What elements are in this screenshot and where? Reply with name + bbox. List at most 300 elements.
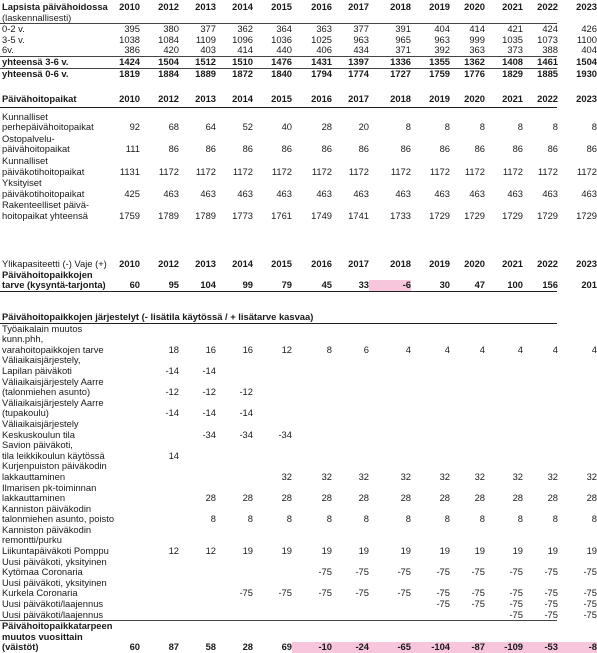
value-cell: 47 xyxy=(474,279,485,291)
value-cell: 425 xyxy=(124,187,140,199)
value-cell: 426 xyxy=(581,23,597,35)
value-cell: -8 xyxy=(558,642,597,653)
value-cell: 463 xyxy=(395,187,411,199)
value-cell: 403 xyxy=(200,44,216,56)
value-cell: 1036 xyxy=(271,33,292,45)
year-header: 2018 xyxy=(390,1,411,12)
value-cell: 404 xyxy=(434,23,450,35)
value-cell: 463 xyxy=(276,187,292,199)
value-cell: 8 xyxy=(591,121,597,133)
row-label xyxy=(0,557,140,578)
value-cell: 1889 xyxy=(195,67,216,79)
row-label xyxy=(0,483,112,504)
value-cell: 18 xyxy=(168,343,179,355)
value-cell: 1461 xyxy=(537,55,558,67)
value-cell: 32 xyxy=(439,470,450,482)
year-header: 2023 xyxy=(576,93,597,104)
value-cell: 86 xyxy=(321,143,332,155)
value-cell: 1512 xyxy=(195,55,216,67)
year-header: 2021 xyxy=(502,258,523,269)
year-header: 2017 xyxy=(348,1,369,12)
arrangements-section xyxy=(0,311,597,653)
value-cell: 14 xyxy=(168,449,179,461)
year-header: 2019 xyxy=(429,1,450,12)
row-label-line: Liikuntapäiväkoti Pomppu xyxy=(2,545,109,557)
value-cell: 463 xyxy=(353,187,369,199)
row-label-line: päiväkotihoitopaikat xyxy=(2,187,85,199)
year-header: 2013 xyxy=(195,258,216,269)
arrangement-row xyxy=(0,355,557,376)
value-cell: -75 xyxy=(583,587,597,599)
value-cell: -34 xyxy=(278,428,292,440)
capacity-row xyxy=(0,268,597,291)
row-label-line: päiväkotihoitopaikat xyxy=(2,165,85,177)
value-cell: 12 xyxy=(205,545,216,557)
year-header: 2021 xyxy=(502,93,523,104)
value-cell: -75 xyxy=(397,587,411,599)
year-header: 2022 xyxy=(537,1,558,12)
value-cell: 8 xyxy=(405,513,411,525)
value-cell: 32 xyxy=(400,470,411,482)
value-cell: 86 xyxy=(205,143,216,155)
value-cell: 4 xyxy=(591,343,597,355)
value-cell: 8 xyxy=(405,121,411,133)
value-cell: -12 xyxy=(202,386,216,398)
value-cell: -75 xyxy=(544,608,558,620)
value-cell: -75 xyxy=(278,587,292,599)
value-cell: 1172 xyxy=(232,165,253,177)
value-cell: 965 xyxy=(395,33,411,45)
value-cell: -75 xyxy=(583,598,597,610)
value-cell: 463 xyxy=(581,187,597,199)
children-section xyxy=(0,1,597,79)
places-row xyxy=(0,177,597,199)
value-cell: 1759 xyxy=(119,209,140,221)
row-label-line: Uusi päiväkoti/laajennus xyxy=(2,598,104,610)
row-label-line: Kanniston päiväkodin remontti/purku xyxy=(2,523,92,546)
value-cell: 463 xyxy=(507,187,523,199)
value-cell: 69 xyxy=(281,641,292,653)
value-cell: 421 xyxy=(507,23,523,35)
value-cell: 8 xyxy=(517,513,523,525)
value-cell: 28 xyxy=(205,492,216,504)
value-cell: 8 xyxy=(479,513,485,525)
value-cell: 19 xyxy=(547,545,558,557)
year-header: 2010 xyxy=(119,258,140,269)
value-cell: 92 xyxy=(129,121,140,133)
value-cell: 79 xyxy=(281,279,292,291)
value-cell: -53 xyxy=(523,642,558,653)
value-cell: -75 xyxy=(355,587,369,599)
year-header: 2018 xyxy=(390,258,411,269)
value-cell: 28 xyxy=(547,492,558,504)
year-header: 2012 xyxy=(158,258,179,269)
row-label-line: Väliaikaisjärjestely Aarre (tupakoulu) xyxy=(2,396,104,419)
value-cell: 463 xyxy=(316,187,332,199)
value-cell: -65 xyxy=(369,642,411,653)
row-label-line: hoitopaikat yhteensä xyxy=(2,209,89,221)
value-cell: 1885 xyxy=(537,67,558,79)
year-header: 2014 xyxy=(232,258,253,269)
row-label xyxy=(0,134,112,155)
arrangement-total-row xyxy=(0,620,597,653)
year-header: 2015 xyxy=(271,1,292,12)
value-cell: 1794 xyxy=(311,67,332,79)
value-cell: 28 xyxy=(512,492,523,504)
row-label-line: Uusi päiväkoti, yksityinen Kurkela Coronaria xyxy=(2,576,107,599)
value-cell: -75 xyxy=(397,566,411,578)
arrangement-row xyxy=(0,555,597,578)
arrangement-row xyxy=(0,440,557,461)
value-cell: 1761 xyxy=(271,209,292,221)
year-header: 2019 xyxy=(429,258,450,269)
value-cell: -14 xyxy=(165,364,179,376)
value-cell: 28 xyxy=(358,492,369,504)
value-cell: 104 xyxy=(200,279,216,291)
value-cell: 8 xyxy=(444,513,450,525)
value-cell: 30 xyxy=(439,279,450,291)
value-cell: 1172 xyxy=(311,165,332,177)
value-cell: 463 xyxy=(200,187,216,199)
value-cell: 8 xyxy=(479,121,485,133)
value-cell: 1789 xyxy=(195,209,216,221)
row-label-line: Savion päiväkoti, xyxy=(2,439,73,451)
value-cell: -75 xyxy=(471,598,485,610)
value-cell: 86 xyxy=(586,143,597,155)
year-header: 2013 xyxy=(195,93,216,104)
row-label xyxy=(0,156,112,177)
row-label xyxy=(0,45,112,56)
row-label-line: Päivähoitopaikkojen xyxy=(2,268,93,280)
year-header: 2023 xyxy=(576,1,597,12)
arrangement-row xyxy=(0,322,597,356)
row-label-line: muutos vuosittain (väistöt) xyxy=(2,630,83,653)
value-cell: 363 xyxy=(469,44,485,56)
year-header: 2016 xyxy=(311,93,332,104)
value-cell: 434 xyxy=(353,44,369,56)
row-label-line: Työaikalain muutos kunn.phh, xyxy=(2,322,83,345)
value-cell: -75 xyxy=(471,566,485,578)
year-header: 2022 xyxy=(537,258,558,269)
value-cell: 1789 xyxy=(158,209,179,221)
value-cell: 1729 xyxy=(464,209,485,221)
row-label xyxy=(0,69,112,80)
value-cell: 33 xyxy=(358,279,369,291)
value-cell: 963 xyxy=(353,33,369,45)
value-cell: 404 xyxy=(581,44,597,56)
value-cell: 16 xyxy=(205,343,216,355)
value-cell: -14 xyxy=(202,364,216,376)
arrangement-row xyxy=(0,419,557,440)
value-cell: 363 xyxy=(316,23,332,35)
value-cell: 1362 xyxy=(464,55,485,67)
value-cell: 1131 xyxy=(119,165,140,177)
value-cell: 1172 xyxy=(195,165,216,177)
value-cell: 1073 xyxy=(537,33,558,45)
value-cell: 1884 xyxy=(158,67,179,79)
places-row xyxy=(0,132,597,155)
value-cell: -109 xyxy=(485,642,523,653)
row-label xyxy=(0,377,112,398)
value-cell: -12 xyxy=(239,386,253,398)
value-cell: 86 xyxy=(168,143,179,155)
value-cell: 406 xyxy=(316,44,332,56)
row-label xyxy=(0,525,112,546)
row-label-line: päivähoitopaikat xyxy=(2,143,70,155)
value-cell: -34 xyxy=(202,428,216,440)
places-row xyxy=(0,110,597,133)
value-cell: -75 xyxy=(355,566,369,578)
value-cell: 424 xyxy=(542,23,558,35)
value-cell: -75 xyxy=(318,566,332,578)
year-header: 2018 xyxy=(390,93,411,104)
value-cell: 1431 xyxy=(311,55,332,67)
value-cell: -10 xyxy=(292,642,332,653)
value-cell: 19 xyxy=(400,545,411,557)
row-label-line: Uusi päiväkoti, yksityinen Kytömaa Coronaria xyxy=(2,555,107,578)
value-cell: 1172 xyxy=(158,165,179,177)
value-cell: 12 xyxy=(281,343,292,355)
places-title: Päivähoitopaikat xyxy=(2,93,77,104)
arrangements-header xyxy=(0,312,557,324)
children-title: Lapsista päivähoidossa xyxy=(2,1,108,12)
capacity-header xyxy=(0,258,597,270)
year-header: 2013 xyxy=(195,1,216,12)
value-cell: 40 xyxy=(281,121,292,133)
value-cell: 392 xyxy=(434,44,450,56)
value-cell: 1729 xyxy=(537,209,558,221)
year-header: 2016 xyxy=(311,1,332,12)
value-cell: 32 xyxy=(586,470,597,482)
value-cell: 1729 xyxy=(429,209,450,221)
value-cell: 1840 xyxy=(271,67,292,79)
row-label-line: Kunnalliset xyxy=(2,110,48,122)
children-subtitle: (laskennallisesti) xyxy=(2,11,72,23)
value-cell: 32 xyxy=(321,470,332,482)
value-cell: 156 xyxy=(542,279,558,291)
row-label-line: tila leikkikoulun käytössä xyxy=(2,449,105,461)
value-cell: 1829 xyxy=(502,67,523,79)
value-cell: 371 xyxy=(395,44,411,56)
value-cell: 1774 xyxy=(348,67,369,79)
value-cell: 463 xyxy=(542,187,558,199)
value-cell: -75 xyxy=(509,587,523,599)
value-cell: 1749 xyxy=(311,209,332,221)
value-cell: 28 xyxy=(474,492,485,504)
year-header: 2017 xyxy=(348,258,369,269)
row-label-line: Väliaikaisjärjestely, Lapilan päiväkoti xyxy=(2,354,81,376)
value-cell: -75 xyxy=(436,587,450,599)
children-header xyxy=(0,1,597,13)
value-cell: -24 xyxy=(332,642,369,653)
places-row xyxy=(0,154,597,177)
row-label-line: Rakenteelliset päivä- xyxy=(2,199,90,211)
value-cell: 1504 xyxy=(158,55,179,67)
value-cell: 28 xyxy=(400,492,411,504)
value-cell: 373 xyxy=(507,44,523,56)
value-cell: -75 xyxy=(544,598,558,610)
value-cell: 28 xyxy=(242,492,253,504)
value-cell: 1776 xyxy=(464,67,485,79)
value-cell: 377 xyxy=(200,23,216,35)
row-label xyxy=(0,621,112,653)
arrangements-title: Päivähoitopaikkojen järjestelyt (- lisätila käytössä / + lisätarve kasvaa) xyxy=(2,311,314,322)
value-cell: 1729 xyxy=(576,209,597,221)
value-cell: 1773 xyxy=(232,209,253,221)
value-cell: 1408 xyxy=(502,55,523,67)
value-cell: 1109 xyxy=(195,33,216,45)
arrangement-row xyxy=(0,377,557,398)
value-cell: 64 xyxy=(205,121,216,133)
row-label xyxy=(0,398,112,419)
value-cell: 86 xyxy=(358,143,369,155)
value-cell: 19 xyxy=(586,545,597,557)
daycare-places-section xyxy=(0,93,597,223)
row-label-line: yhteensä 0-6 v. xyxy=(2,67,69,79)
value-cell: 201 xyxy=(581,279,597,291)
value-cell: 463 xyxy=(469,187,485,199)
places-row xyxy=(0,199,597,221)
value-cell: 1172 xyxy=(502,165,523,177)
row-label xyxy=(0,324,112,356)
value-cell: 1084 xyxy=(158,33,179,45)
value-cell: -14 xyxy=(202,407,216,419)
value-cell: -104 xyxy=(411,642,450,653)
row-label xyxy=(0,178,112,199)
value-cell: -75 xyxy=(509,608,523,620)
value-cell: 1336 xyxy=(390,55,411,67)
year-header: 2019 xyxy=(429,93,450,104)
value-cell: 32 xyxy=(358,470,369,482)
capacity-section xyxy=(0,258,597,292)
value-cell: 391 xyxy=(395,23,411,35)
value-cell: 86 xyxy=(512,143,523,155)
row-label xyxy=(0,504,140,525)
value-cell: 86 xyxy=(474,143,485,155)
value-cell: 8 xyxy=(210,513,216,525)
row-label-line: tarve (kysyntä-tarjonta) xyxy=(2,279,106,291)
value-cell: 8 xyxy=(286,513,292,525)
value-cell: 1172 xyxy=(537,165,558,177)
value-cell: 12 xyxy=(168,545,179,557)
value-cell: 45 xyxy=(321,279,332,291)
value-cell: 420 xyxy=(163,44,179,56)
value-cell: -12 xyxy=(165,386,179,398)
value-cell: 1872 xyxy=(232,67,253,79)
row-label-line: perhepäivähoitopaikat xyxy=(2,121,94,133)
row-label-line: (talonmiehen asunto) xyxy=(2,386,91,398)
value-cell: 100 xyxy=(507,279,523,291)
value-cell: -75 xyxy=(583,608,597,620)
row-label xyxy=(0,270,112,291)
row-label xyxy=(0,35,112,46)
value-cell: 6 xyxy=(363,343,369,355)
year-header: 2020 xyxy=(464,258,485,269)
row-label xyxy=(0,355,112,376)
value-cell: 463 xyxy=(434,187,450,199)
arrangement-row xyxy=(0,525,557,546)
value-cell: -75 xyxy=(509,598,523,610)
arrangement-row xyxy=(0,460,597,482)
value-cell: 1741 xyxy=(348,209,369,221)
row-label-line: 6v. xyxy=(2,44,14,56)
value-cell: 1172 xyxy=(348,165,369,177)
value-cell: 4 xyxy=(479,343,485,355)
value-cell: 963 xyxy=(434,33,450,45)
arrangement-row xyxy=(0,481,597,504)
value-cell: 32 xyxy=(547,470,558,482)
value-cell: 1424 xyxy=(119,55,140,67)
row-label xyxy=(0,57,112,68)
value-cell: 60 xyxy=(129,641,140,653)
value-cell: 380 xyxy=(163,23,179,35)
row-label-line: Ostopalvelu- xyxy=(2,132,55,144)
children-row xyxy=(0,55,597,69)
value-cell: 362 xyxy=(237,23,253,35)
value-cell: 87 xyxy=(168,641,179,653)
value-cell: 58 xyxy=(205,641,216,653)
value-cell: 111 xyxy=(125,143,140,155)
places-header xyxy=(0,93,597,108)
value-cell: -75 xyxy=(239,587,253,599)
value-cell: 68 xyxy=(168,121,179,133)
row-label-line: Kurjenpuiston päiväkodin lakkauttaminen xyxy=(2,460,107,482)
value-cell: 52 xyxy=(242,121,253,133)
value-cell: 1096 xyxy=(232,33,253,45)
year-header: 2010 xyxy=(119,1,140,12)
value-cell: 4 xyxy=(444,343,450,355)
value-cell: 28 xyxy=(281,492,292,504)
value-cell: 1172 xyxy=(464,165,485,177)
arrangement-row xyxy=(0,576,597,599)
value-cell: -75 xyxy=(583,566,597,578)
value-cell: 28 xyxy=(321,121,332,133)
value-cell: 395 xyxy=(124,23,140,35)
value-cell: 1172 xyxy=(271,165,292,177)
row-label-line: Päivähoitopaikkatarpeen xyxy=(2,620,113,632)
value-cell: 1733 xyxy=(390,209,411,221)
value-cell: -75 xyxy=(436,566,450,578)
year-header: 2012 xyxy=(158,1,179,12)
value-cell: 32 xyxy=(281,470,292,482)
value-cell: 60 xyxy=(129,279,140,291)
value-cell: 8 xyxy=(517,121,523,133)
year-header: 2014 xyxy=(232,1,253,12)
row-label-line: Yksityiset xyxy=(2,177,42,189)
value-cell: 19 xyxy=(474,545,485,557)
value-cell: 414 xyxy=(469,23,485,35)
value-cell: 19 xyxy=(281,545,292,557)
value-cell: 1172 xyxy=(576,165,597,177)
row-label-line: Kanniston päiväkodin talonmiehen asunto, poisto xyxy=(2,502,115,525)
value-cell: 1476 xyxy=(271,55,292,67)
value-cell: 86 xyxy=(242,143,253,155)
value-cell: 28 xyxy=(242,641,253,653)
value-cell: 99 xyxy=(242,279,253,291)
row-label-line: 0-2 v. xyxy=(2,23,25,35)
value-cell: 999 xyxy=(469,33,485,45)
year-header: 2023 xyxy=(576,258,597,269)
value-cell: 28 xyxy=(586,492,597,504)
value-cell: 8 xyxy=(363,513,369,525)
year-header: 2016 xyxy=(311,258,332,269)
value-cell: 4 xyxy=(552,343,558,355)
value-cell: 86 xyxy=(547,143,558,155)
row-label xyxy=(0,112,112,133)
row-label-line: yhteensä 3-6 v. xyxy=(2,55,69,67)
value-cell: 1930 xyxy=(576,67,597,79)
value-cell: 1729 xyxy=(502,209,523,221)
